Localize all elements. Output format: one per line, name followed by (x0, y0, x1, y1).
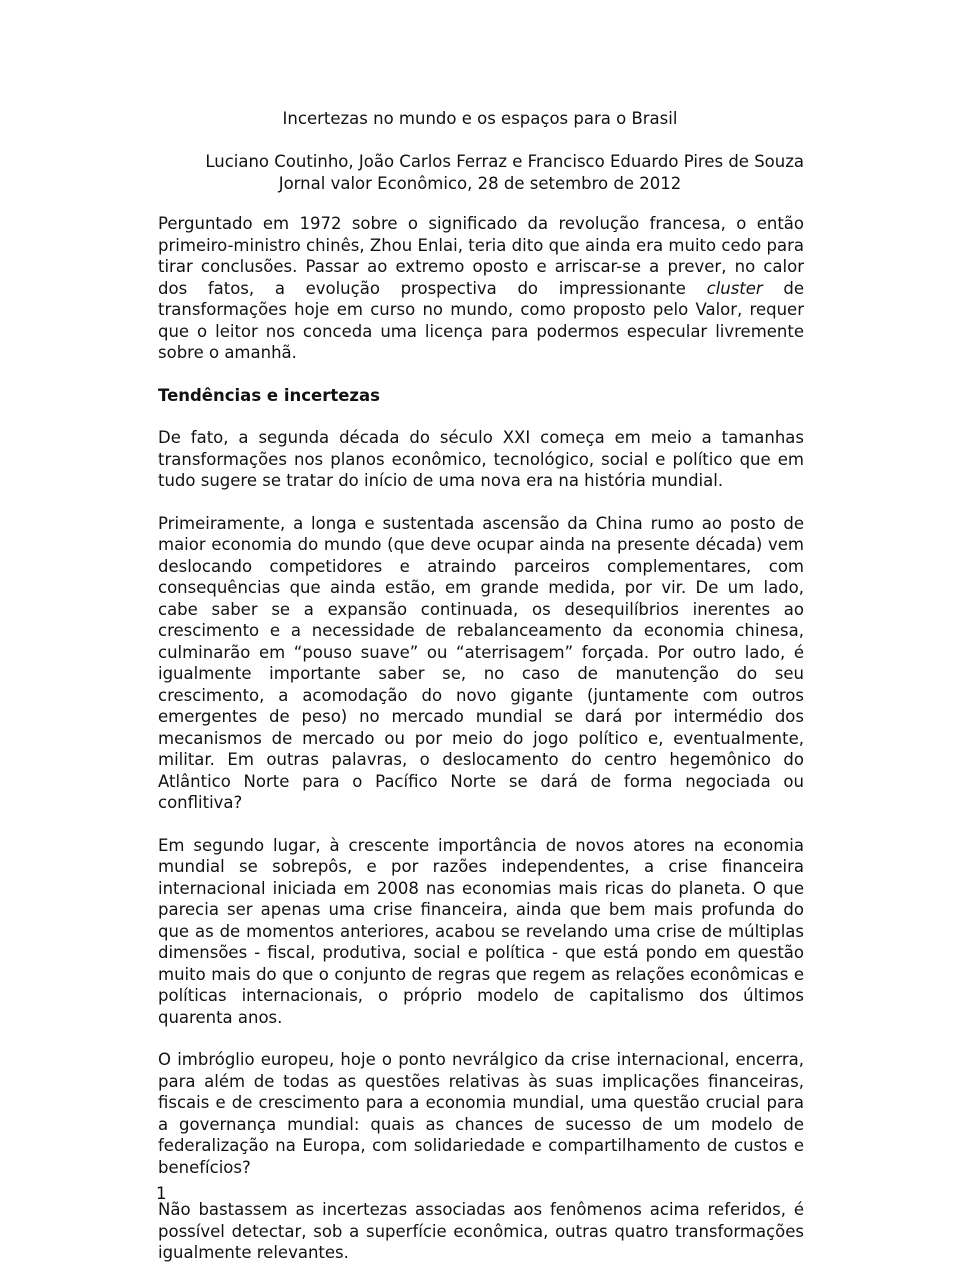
body-paragraph: Não bastassem as incertezas associadas aos fenômenos acima referidos, é possível detectar, sob a superfície econômica, outras quatro transformações igualmente relevantes. (158, 1200, 804, 1262)
intro-paragraph (158, 213, 804, 364)
intro-text-start: Perguntado em 1972 sobre o significado da revolução francesa, o então primeiro-ministro chinês, Zhou Enlai, teria dito que ainda era muito cedo para tirar conclusões. Passar ao extremo oposto e arriscar-se a prever, no calor dos fatos, a evolução prospectiva do impressionante (158, 214, 804, 298)
publication-line: Jornal valor Econômico, 28 de setembro de 2012 (278, 174, 682, 193)
section-heading: Tendências e incertezas (158, 385, 380, 405)
body-paragraph: De fato, a segunda década do século XXI começa em meio a tamanhas transformações nos planos econômico, tecnológico, social e político que em tudo sugere se tratar do início de uma nova era na história mundial. (158, 428, 804, 490)
body-paragraph: Primeiramente, a longa e sustentada ascensão da China rumo ao posto de maior economia do mundo (que deve ocupar ainda na presente década) vem deslocando competidores e atraindo parceiros complementares, com consequências que ainda estão, em grande medida, por vir. De um lado, cabe saber se a expansão continuada, os desequilíbrios inerentes ao crescimento e a necessidade de rebalanceamento da economia chinesa, culminarão em “pouso suave” ou “aterrisagem” forçada. Por outro lado, é igualmente importante saber se, no caso de manutenção do seu crescimento, a acomodação do novo gigante (juntamente com outros emergentes de peso) no mercado mundial se dará por intermédio dos mecanismos de mercado ou por meio do jogo político e, eventualmente, militar. Em outras palavras, o deslocamento do centro hegemônico do Atlântico Norte para o Pacífico Norte se dará de forma negociada ou conflitiva? (158, 513, 804, 812)
document-title: Incertezas no mundo e os espaços para o Brasil (282, 109, 678, 128)
intro-italic-term: cluster (706, 278, 763, 298)
body-paragraph: Em segundo lugar, à crescente importância de novos atores na economia mundial se sobrepôs, e por razões independentes, a crise financeira internacional iniciada em 2008 nas economias mais ricas do planeta. O que parecia ser apenas uma crise financeira, ainda que bem mais profunda do que as de momentos anteriores, acabou se revelando uma crise de múltiplas dimensões - fiscal, produtiva, social e política - que está pondo em questão muito mais do que o conjunto de regras que regem as relações econômicas e políticas internacionais, o próprio modelo de capitalismo dos últimos quarenta anos. (158, 835, 804, 1027)
intro-text-end: de transformações hoje em curso no mundo, como proposto pelo Valor, requer que o leitor nos conceda uma licença para podermos especular livremente sobre o amanhã. (158, 278, 804, 362)
page-number: 1 (156, 1184, 167, 1203)
document-body (158, 213, 804, 1285)
authors-line: Luciano Coutinho, João Carlos Ferraz e Francisco Eduardo Pires de Souza (205, 152, 804, 171)
body-paragraph: O imbróglio europeu, hoje o ponto nevrálgico da crise internacional, encerra, para além de todas as questões relativas às suas implicações financeiras, fiscais e de crescimento para a economia mundial, uma questão crucial para a governança mundial: quais as chances de sucesso de um modelo de federalização na Europa, com solidariedade e compartilhamento de custos e benefícios? (158, 1050, 804, 1177)
